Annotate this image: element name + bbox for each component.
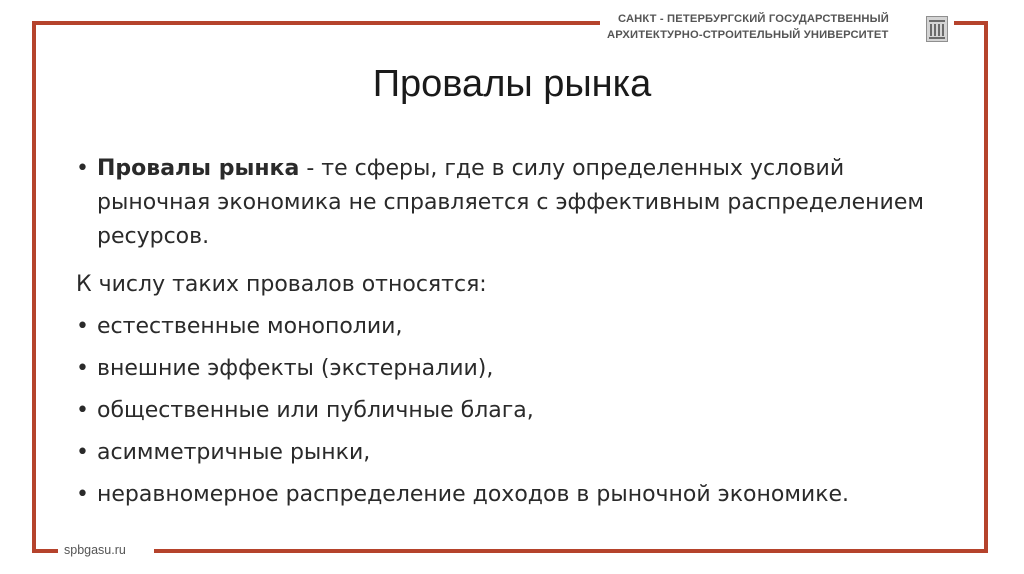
frame-top-left-border	[32, 21, 600, 25]
list-item-text: неравномерное распределение доходов в рыночной экономике.	[97, 482, 850, 507]
list-intro: К числу таких провалов относятся:	[76, 272, 487, 297]
university-name	[607, 11, 915, 43]
bullet-icon: •	[76, 482, 89, 507]
slide-body	[76, 152, 956, 520]
list-item	[76, 394, 956, 428]
footer-website-link[interactable]: spbgasu.ru	[64, 543, 126, 557]
university-emblem-icon	[926, 16, 948, 42]
frame-bottom-right-border	[154, 549, 988, 553]
definition-term: Провалы рынка	[97, 156, 300, 181]
list-item	[76, 352, 956, 386]
list-item-text: асимметричные рынки,	[97, 440, 371, 465]
university-name-line2: АРХИТЕКТУРНО-СТРОИТЕЛЬНЫЙ УНИВЕРСИТЕТ	[607, 29, 889, 41]
list-item	[76, 436, 956, 470]
list-item-text: внешние эффекты (экстерналии),	[97, 356, 494, 381]
bullet-icon: •	[76, 440, 89, 465]
list-item-text: общественные или публичные блага,	[97, 398, 534, 423]
definition-body: - те сферы, где в силу определенных условий рыночная экономика не справляется с эффективным распределением ресурсов.	[97, 156, 924, 249]
list-item	[76, 478, 956, 512]
list-item-text: естественные монополии,	[97, 314, 403, 339]
university-header	[607, 11, 947, 47]
bullet-icon: •	[76, 156, 89, 181]
bullet-icon: •	[76, 356, 89, 381]
bullet-icon: •	[76, 314, 89, 339]
definition-text	[97, 152, 956, 254]
frame-bottom-left-border	[32, 549, 58, 553]
slide-title: Провалы рынка	[372, 63, 652, 105]
list-item	[76, 310, 956, 344]
bullet-icon: •	[76, 398, 89, 423]
university-name-line1: САНКТ - ПЕТЕРБУРГСКИЙ ГОСУДАРСТВЕННЫЙ	[618, 13, 889, 25]
definition-item	[76, 152, 956, 254]
frame-top-right-border	[954, 21, 988, 25]
